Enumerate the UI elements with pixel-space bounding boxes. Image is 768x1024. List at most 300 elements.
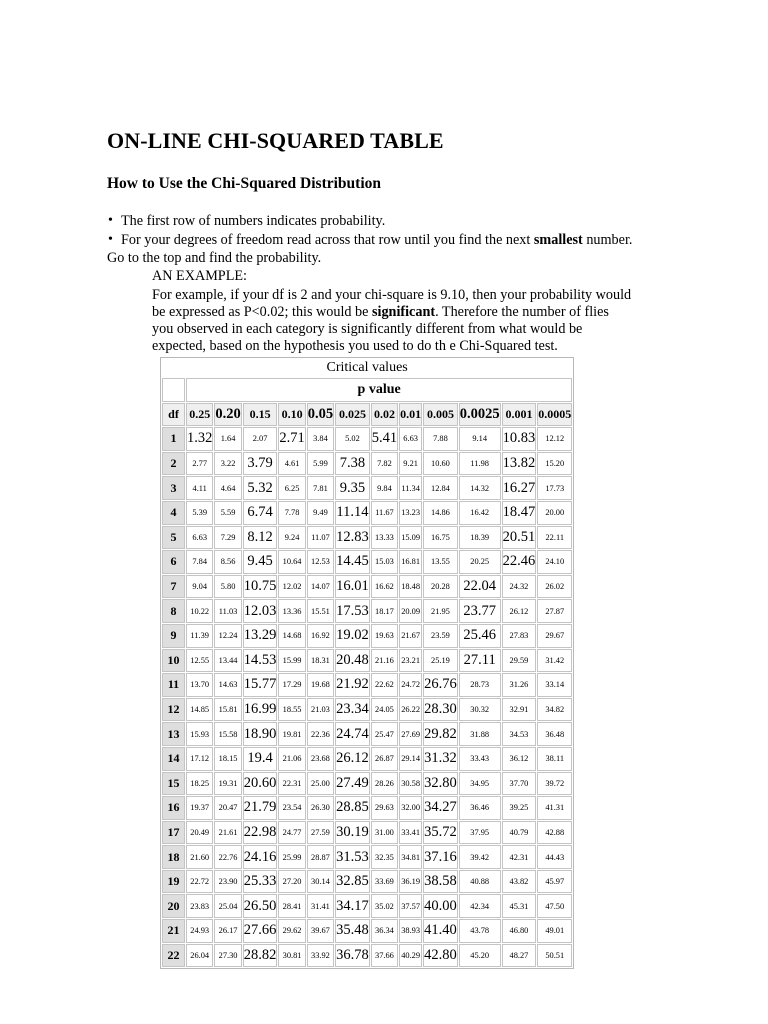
value-cell: 8.56	[214, 550, 241, 574]
value-cell: 13.29	[243, 624, 278, 648]
value-cell: 18.31	[307, 649, 334, 673]
value-cell: 26.30	[307, 796, 334, 820]
value-cell: 11.39	[186, 624, 213, 648]
value-cell: 45.20	[459, 944, 501, 968]
value-cell: 32.35	[371, 845, 398, 869]
value-cell: 23.83	[186, 894, 213, 918]
value-cell: 42.34	[459, 894, 501, 918]
example-line-3: you observed in each category is significantly different from what would be	[152, 321, 583, 337]
value-cell: 10.64	[278, 550, 305, 574]
value-cell: 31.00	[371, 821, 398, 845]
table-row	[162, 870, 572, 894]
value-cell: 22.76	[214, 845, 241, 869]
value-cell: 13.82	[502, 452, 537, 476]
value-cell: 37.95	[459, 821, 501, 845]
value-cell: 24.05	[371, 698, 398, 722]
value-cell: 26.17	[214, 919, 241, 943]
value-cell: 25.00	[307, 772, 334, 796]
value-cell: 41.31	[537, 796, 572, 820]
value-cell: 24.72	[399, 673, 422, 697]
value-cell: 18.55	[278, 698, 305, 722]
value-cell: 34.95	[459, 772, 501, 796]
value-cell: 34.82	[537, 698, 572, 722]
value-cell: 40.79	[502, 821, 537, 845]
value-cell: 33.41	[399, 821, 422, 845]
value-cell: 24.93	[186, 919, 213, 943]
value-cell: 7.82	[371, 452, 398, 476]
table-row	[162, 944, 572, 968]
value-cell: 26.22	[399, 698, 422, 722]
df-cell: 7	[162, 575, 185, 599]
p-header-cell: 0.25	[186, 403, 213, 427]
df-cell: 18	[162, 845, 185, 869]
value-cell: 9.35	[335, 476, 370, 500]
value-cell: 39.25	[502, 796, 537, 820]
p-header-cell: 0.005	[423, 403, 458, 427]
value-cell: 11.34	[399, 476, 422, 500]
value-cell: 32.91	[502, 698, 537, 722]
example-line-4: expected, based on the hypothesis you used to do th e Chi-Squared test.	[152, 338, 558, 354]
value-cell: 30.58	[399, 772, 422, 796]
value-cell: 33.43	[459, 747, 501, 771]
chi-table-body	[162, 359, 572, 967]
bullet-2-text	[121, 232, 632, 249]
value-cell: 21.06	[278, 747, 305, 771]
value-cell: 36.34	[371, 919, 398, 943]
value-cell: 3.79	[243, 452, 278, 476]
value-cell: 29.62	[278, 919, 305, 943]
value-cell: 9.21	[399, 452, 422, 476]
value-cell: 22.31	[278, 772, 305, 796]
value-cell: 9.24	[278, 526, 305, 550]
value-cell: 27.83	[502, 624, 537, 648]
p-header-cell: 0.01	[399, 403, 422, 427]
table-row	[162, 772, 572, 796]
value-cell: 27.30	[214, 944, 241, 968]
value-cell: 14.53	[243, 649, 278, 673]
value-cell: 7.29	[214, 526, 241, 550]
value-cell: 11.03	[214, 599, 241, 623]
value-cell: 19.37	[186, 796, 213, 820]
value-cell: 3.84	[307, 427, 334, 451]
value-cell: 43.78	[459, 919, 501, 943]
value-cell: 25.19	[423, 649, 458, 673]
df-cell: 8	[162, 599, 185, 623]
table-caption-row	[162, 359, 572, 377]
value-cell: 21.95	[423, 599, 458, 623]
value-cell: 30.32	[459, 698, 501, 722]
value-cell: 19.4	[243, 747, 278, 771]
value-cell: 44.43	[537, 845, 572, 869]
value-cell: 26.04	[186, 944, 213, 968]
value-cell: 14.68	[278, 624, 305, 648]
value-cell: 11.67	[371, 501, 398, 525]
value-cell: 25.47	[371, 722, 398, 746]
value-cell: 28.87	[307, 845, 334, 869]
value-cell: 17.73	[537, 476, 572, 500]
value-cell: 14.07	[307, 575, 334, 599]
value-cell: 28.30	[423, 698, 458, 722]
value-cell: 27.11	[459, 649, 501, 673]
value-cell: 24.74	[335, 722, 370, 746]
value-cell: 23.77	[459, 599, 501, 623]
value-cell: 49.01	[537, 919, 572, 943]
value-cell: 40.88	[459, 870, 501, 894]
value-cell: 15.20	[537, 452, 572, 476]
value-cell: 14.86	[423, 501, 458, 525]
value-cell: 5.39	[186, 501, 213, 525]
value-cell: 22.11	[537, 526, 572, 550]
value-cell: 31.32	[423, 747, 458, 771]
value-cell: 39.72	[537, 772, 572, 796]
value-cell: 34.81	[399, 845, 422, 869]
value-cell: 40.00	[423, 894, 458, 918]
value-cell: 13.23	[399, 501, 422, 525]
p-header-cell: 0.15	[243, 403, 278, 427]
value-cell: 21.60	[186, 845, 213, 869]
value-cell: 21.61	[214, 821, 241, 845]
df-header: df	[162, 403, 185, 427]
value-cell: 12.24	[214, 624, 241, 648]
value-cell: 5.32	[243, 476, 278, 500]
value-cell: 22.46	[502, 550, 537, 574]
value-cell: 16.99	[243, 698, 278, 722]
value-cell: 48.27	[502, 944, 537, 968]
value-cell: 3.22	[214, 452, 241, 476]
value-cell: 35.02	[371, 894, 398, 918]
value-cell: 15.77	[243, 673, 278, 697]
value-cell: 14.45	[335, 550, 370, 574]
value-cell: 30.19	[335, 821, 370, 845]
value-cell: 28.82	[243, 944, 278, 968]
value-cell: 22.62	[371, 673, 398, 697]
value-cell: 20.49	[186, 821, 213, 845]
value-cell: 16.01	[335, 575, 370, 599]
value-cell: 29.14	[399, 747, 422, 771]
value-cell: 20.09	[399, 599, 422, 623]
page-title: ON-LINE CHI-SQUARED TABLE	[107, 128, 444, 153]
df-cell: 9	[162, 624, 185, 648]
value-cell: 9.49	[307, 501, 334, 525]
value-cell: 45.97	[537, 870, 572, 894]
value-cell: 18.25	[186, 772, 213, 796]
value-cell: 20.25	[459, 550, 501, 574]
df-cell: 11	[162, 673, 185, 697]
value-cell: 42.88	[537, 821, 572, 845]
df-cell: 1	[162, 427, 185, 451]
value-cell: 23.21	[399, 649, 422, 673]
df-cell: 16	[162, 796, 185, 820]
bullet-2-after: number.	[582, 232, 633, 248]
value-cell: 12.84	[423, 476, 458, 500]
value-cell: 20.00	[537, 501, 572, 525]
value-cell: 26.12	[335, 747, 370, 771]
value-cell: 14.32	[459, 476, 501, 500]
value-cell: 7.78	[278, 501, 305, 525]
value-cell: 14.63	[214, 673, 241, 697]
value-cell: 13.44	[214, 649, 241, 673]
section-heading: How to Use the Chi-Squared Distribution	[107, 175, 382, 192]
value-cell: 5.41	[371, 427, 398, 451]
value-cell: 9.45	[243, 550, 278, 574]
value-cell: 31.26	[502, 673, 537, 697]
value-cell: 14.85	[186, 698, 213, 722]
example-line-1: For example, if your df is 2 and your chi-square is 9.10, then your probability would	[152, 287, 632, 303]
value-cell: 22.04	[459, 575, 501, 599]
value-cell: 18.17	[371, 599, 398, 623]
table-row	[162, 599, 572, 623]
value-cell: 28.26	[371, 772, 398, 796]
value-cell: 10.22	[186, 599, 213, 623]
value-cell: 21.92	[335, 673, 370, 697]
value-cell: 35.48	[335, 919, 370, 943]
value-cell: 23.90	[214, 870, 241, 894]
value-cell: 25.33	[243, 870, 278, 894]
value-cell: 42.80	[423, 944, 458, 968]
value-cell: 47.50	[537, 894, 572, 918]
value-cell: 20.48	[335, 649, 370, 673]
table-row	[162, 747, 572, 771]
table-row	[162, 845, 572, 869]
value-cell: 4.11	[186, 476, 213, 500]
value-cell: 30.81	[278, 944, 305, 968]
value-cell: 31.41	[307, 894, 334, 918]
value-cell: 41.40	[423, 919, 458, 943]
table-row	[162, 698, 572, 722]
value-cell: 21.67	[399, 624, 422, 648]
table-row	[162, 624, 572, 648]
value-cell: 26.50	[243, 894, 278, 918]
value-cell: 8.12	[243, 526, 278, 550]
value-cell: 26.12	[502, 599, 537, 623]
table-row	[162, 894, 572, 918]
example-heading: AN EXAMPLE:	[152, 268, 247, 284]
value-cell: 25.99	[278, 845, 305, 869]
table-row	[162, 919, 572, 943]
value-cell: 7.84	[186, 550, 213, 574]
value-cell: 9.14	[459, 427, 501, 451]
df-cell: 19	[162, 870, 185, 894]
value-cell: 38.93	[399, 919, 422, 943]
value-cell: 18.15	[214, 747, 241, 771]
table-row	[162, 649, 572, 673]
value-cell: 9.04	[186, 575, 213, 599]
value-cell: 25.46	[459, 624, 501, 648]
value-cell: 12.83	[335, 526, 370, 550]
value-cell: 20.28	[423, 575, 458, 599]
value-cell: 23.34	[335, 698, 370, 722]
value-cell: 20.60	[243, 772, 278, 796]
value-cell: 29.59	[502, 649, 537, 673]
df-cell: 4	[162, 501, 185, 525]
value-cell: 17.12	[186, 747, 213, 771]
value-cell: 6.63	[186, 526, 213, 550]
value-cell: 32.85	[335, 870, 370, 894]
value-cell: 27.59	[307, 821, 334, 845]
value-cell: 33.69	[371, 870, 398, 894]
df-cell: 20	[162, 894, 185, 918]
value-cell: 11.07	[307, 526, 334, 550]
p-header-cell: 0.0025	[459, 403, 501, 427]
value-cell: 15.99	[278, 649, 305, 673]
value-cell: 27.69	[399, 722, 422, 746]
df-cell: 10	[162, 649, 185, 673]
value-cell: 9.84	[371, 476, 398, 500]
value-cell: 45.31	[502, 894, 537, 918]
value-cell: 13.36	[278, 599, 305, 623]
value-cell: 35.72	[423, 821, 458, 845]
value-cell: 12.53	[307, 550, 334, 574]
value-cell: 5.02	[335, 427, 370, 451]
instruction-line: Go to the top and find the probability.	[107, 250, 322, 266]
value-cell: 19.63	[371, 624, 398, 648]
df-cell: 15	[162, 772, 185, 796]
blank-corner-cell	[162, 378, 185, 402]
value-cell: 43.82	[502, 870, 537, 894]
table-row	[162, 796, 572, 820]
table-row	[162, 452, 572, 476]
value-cell: 27.87	[537, 599, 572, 623]
table-row	[162, 821, 572, 845]
p-header-cell: 0.025	[335, 403, 370, 427]
value-cell: 2.07	[243, 427, 278, 451]
value-cell: 38.11	[537, 747, 572, 771]
value-cell: 31.88	[459, 722, 501, 746]
value-cell: 18.90	[243, 722, 278, 746]
value-cell: 26.87	[371, 747, 398, 771]
p-value-group-row	[162, 378, 572, 402]
df-cell: 14	[162, 747, 185, 771]
df-cell: 22	[162, 944, 185, 968]
bullet-1-text: The first row of numbers indicates probability.	[121, 213, 386, 229]
value-cell: 26.76	[423, 673, 458, 697]
example-line-2-before: be expressed as P<0.02; this would be	[152, 304, 372, 320]
value-cell: 4.64	[214, 476, 241, 500]
value-cell: 19.02	[335, 624, 370, 648]
value-cell: 5.80	[214, 575, 241, 599]
p-header-cell: 0.20	[214, 403, 241, 427]
bullet-2-before: For your degrees of freedom read across that row until you find the next	[121, 232, 534, 248]
p-header-row	[162, 403, 572, 427]
value-cell: 5.99	[307, 452, 334, 476]
value-cell: 23.54	[278, 796, 305, 820]
value-cell: 2.71	[278, 427, 305, 451]
value-cell: 12.03	[243, 599, 278, 623]
value-cell: 42.31	[502, 845, 537, 869]
value-cell: 10.60	[423, 452, 458, 476]
value-cell: 27.66	[243, 919, 278, 943]
value-cell: 15.09	[399, 526, 422, 550]
value-cell: 37.57	[399, 894, 422, 918]
value-cell: 32.80	[423, 772, 458, 796]
value-cell: 4.61	[278, 452, 305, 476]
value-cell: 19.81	[278, 722, 305, 746]
value-cell: 24.77	[278, 821, 305, 845]
table-row	[162, 501, 572, 525]
value-cell: 33.92	[307, 944, 334, 968]
value-cell: 28.73	[459, 673, 501, 697]
df-cell: 5	[162, 526, 185, 550]
value-cell: 34.27	[423, 796, 458, 820]
value-cell: 37.70	[502, 772, 537, 796]
value-cell: 5.59	[214, 501, 241, 525]
value-cell: 26.02	[537, 575, 572, 599]
value-cell: 39.42	[459, 845, 501, 869]
value-cell: 24.32	[502, 575, 537, 599]
value-cell: 19.31	[214, 772, 241, 796]
table-row	[162, 575, 572, 599]
value-cell: 36.12	[502, 747, 537, 771]
value-cell: 33.14	[537, 673, 572, 697]
value-cell: 36.78	[335, 944, 370, 968]
df-cell: 12	[162, 698, 185, 722]
value-cell: 16.42	[459, 501, 501, 525]
value-cell: 7.38	[335, 452, 370, 476]
value-cell: 6.25	[278, 476, 305, 500]
value-cell: 20.51	[502, 526, 537, 550]
example-line-2	[152, 304, 609, 321]
value-cell: 40.29	[399, 944, 422, 968]
bullet-marker: •	[108, 232, 113, 247]
table-row	[162, 550, 572, 574]
value-cell: 12.12	[537, 427, 572, 451]
value-cell: 24.10	[537, 550, 572, 574]
value-cell: 25.04	[214, 894, 241, 918]
value-cell: 36.46	[459, 796, 501, 820]
value-cell: 29.82	[423, 722, 458, 746]
value-cell: 21.79	[243, 796, 278, 820]
value-cell: 7.81	[307, 476, 334, 500]
value-cell: 2.77	[186, 452, 213, 476]
value-cell: 38.58	[423, 870, 458, 894]
df-cell: 6	[162, 550, 185, 574]
value-cell: 37.16	[423, 845, 458, 869]
value-cell: 29.63	[371, 796, 398, 820]
value-cell: 34.53	[502, 722, 537, 746]
value-cell: 32.00	[399, 796, 422, 820]
value-cell: 34.17	[335, 894, 370, 918]
value-cell: 19.68	[307, 673, 334, 697]
value-cell: 31.53	[335, 845, 370, 869]
table-row	[162, 476, 572, 500]
value-cell: 15.51	[307, 599, 334, 623]
value-cell: 17.53	[335, 599, 370, 623]
table-row	[162, 722, 572, 746]
value-cell: 23.59	[423, 624, 458, 648]
value-cell: 16.75	[423, 526, 458, 550]
df-cell: 13	[162, 722, 185, 746]
table-row	[162, 526, 572, 550]
df-cell: 17	[162, 821, 185, 845]
value-cell: 50.51	[537, 944, 572, 968]
value-cell: 23.68	[307, 747, 334, 771]
value-cell: 16.92	[307, 624, 334, 648]
value-cell: 1.64	[214, 427, 241, 451]
value-cell: 24.16	[243, 845, 278, 869]
value-cell: 18.48	[399, 575, 422, 599]
value-cell: 29.67	[537, 624, 572, 648]
value-cell: 15.58	[214, 722, 241, 746]
value-cell: 11.14	[335, 501, 370, 525]
value-cell: 16.27	[502, 476, 537, 500]
value-cell: 15.03	[371, 550, 398, 574]
p-header-cell: 0.05	[307, 403, 334, 427]
value-cell: 6.63	[399, 427, 422, 451]
value-cell: 15.81	[214, 698, 241, 722]
value-cell: 10.83	[502, 427, 537, 451]
chi-squared-table	[160, 357, 574, 969]
value-cell: 15.93	[186, 722, 213, 746]
